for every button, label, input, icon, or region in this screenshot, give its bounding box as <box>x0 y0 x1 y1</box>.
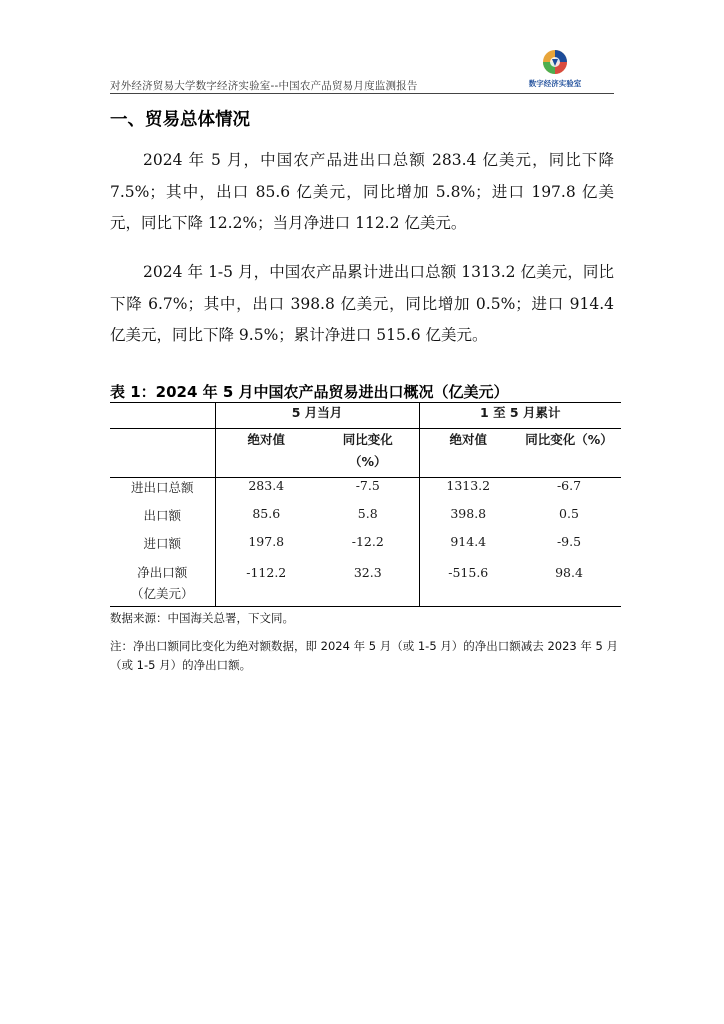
globe-logo-icon <box>522 48 588 78</box>
cell-value: -12.2 <box>317 534 419 562</box>
table-row <box>110 506 621 534</box>
row-label-line2: （亿美元） <box>130 586 194 601</box>
paragraph-monthly-summary: 2024 年 5 月，中国农产品进出口总额 283.4 亿美元，同比下降 7.5%；其中，出口 85.6 亿美元，同比增加 5.8%；进口 197.8 亿美元，同比下降 12.2%；当月净进口 112.2 亿美元。 <box>110 151 614 232</box>
table-corner-cell <box>110 403 215 429</box>
row-label: 进出口总额 <box>110 478 215 507</box>
table-corner-cell-lower <box>110 429 215 478</box>
table-row <box>110 562 621 607</box>
cell-value: -9.5 <box>556 534 582 549</box>
sub-header-yoy-may-line2: （%） <box>348 454 387 469</box>
cell-value: -112.2 <box>215 562 317 607</box>
sub-header-abs-cum: 绝对值 <box>419 429 517 478</box>
cell-value: 1313.2 <box>419 478 517 507</box>
row-label: 进口额 <box>110 534 215 562</box>
cell-value: 197.8 <box>248 534 285 549</box>
cell-value: 914.4 <box>450 534 487 549</box>
cell-value: 398.8 <box>450 506 487 521</box>
logo-caption: 数字经济实验室 <box>528 79 582 88</box>
cell-value: 0.5 <box>559 506 579 521</box>
row-label <box>110 562 215 607</box>
table-sub-header-row <box>110 429 621 478</box>
header-divider <box>110 93 614 94</box>
cell-value: -6.7 <box>517 478 621 507</box>
paragraph-cumulative-summary: 2024 年 1-5 月，中国农产品累计进出口总额 1313.2 亿美元，同比下降 6.7%；其中，出口 398.8 亿美元，同比增加 0.5%；进口 914.4 亿美元，同比下降 9.5%；累计净进口 515.6 亿美元。 <box>110 263 614 344</box>
cell-value: -515.6 <box>419 562 517 607</box>
lab-logo <box>522 48 588 90</box>
table-title: 表 1：2024 年 5 月中国农产品贸易进出口概况（亿美元） <box>110 383 509 401</box>
sub-header-yoy-may-line1: 同比变化 <box>342 432 393 447</box>
row-label: 出口额 <box>110 506 215 534</box>
section-title: 一、贸易总体情况 <box>110 110 250 130</box>
cell-value: 98.4 <box>517 562 621 607</box>
table-group-header-row <box>110 403 621 429</box>
sub-header-abs-may: 绝对值 <box>215 429 317 478</box>
table-row <box>110 478 621 507</box>
cell-value: 85.6 <box>252 506 281 521</box>
trade-overview-table <box>110 402 621 607</box>
row-label-line1: 净出口额 <box>137 565 188 580</box>
group-header-may: 5 月当月 <box>215 403 419 429</box>
sub-header-yoy-may <box>317 429 419 478</box>
cell-value: 5.8 <box>317 506 419 534</box>
sub-header-yoy-cum: 同比变化（%） <box>517 429 621 478</box>
cell-value: 32.3 <box>317 562 419 607</box>
cell-value: -7.5 <box>317 478 419 507</box>
footnote: 注：净出口额同比变化为绝对额数据，即 2024 年 5 月（或 1-5 月）的净出口额减去 2023 年 5 月（或 1-5 月）的净出口额。 <box>110 639 619 672</box>
group-header-jan-may: 1 至 5 月累计 <box>419 403 621 429</box>
report-header-title: 对外经济贸易大学数字经济实验室--中国农产品贸易月度监测报告 <box>110 80 418 92</box>
table-row <box>110 534 621 562</box>
data-source-note: 数据来源：中国海关总署，下文同。 <box>110 611 294 625</box>
cell-value: 283.4 <box>215 478 317 507</box>
